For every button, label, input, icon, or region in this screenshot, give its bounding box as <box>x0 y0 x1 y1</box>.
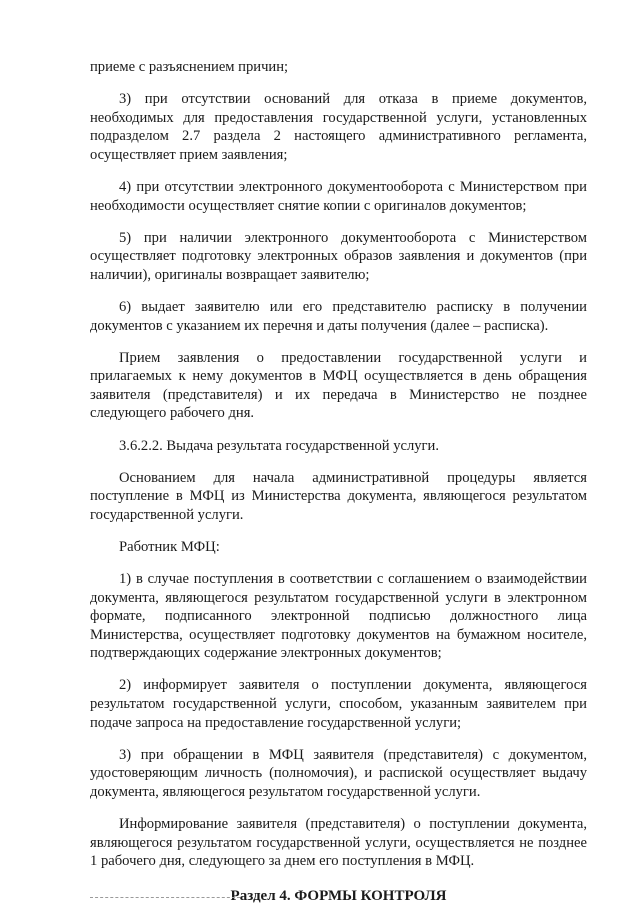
paragraph-worker: Работник МФЦ: <box>119 538 220 555</box>
paragraph-basis: Основанием для начала административной процедуры является поступление в МФЦ из Министерства документа, являющегося результатом государственной услуги. <box>90 469 587 523</box>
paragraph-reception: Прием заявления о предоставлении государственной услуги и прилагаемых к нему документов в МФЦ осуществляется в день обращения заявителя (представителя) и их передача в Министерство не позднее следующего рабочего дня. <box>90 349 587 422</box>
paragraph-item-4: 4) при отсутствии электронного документооборота с Министерством при необходимости осуществляет снятие копии с оригиналов документов; <box>90 178 587 214</box>
paragraph-result-item-3: 3) при обращении в МФЦ заявителя (представителя) с документом, удостоверяющим личность (полномочия), и распиской осуществляет выдачу документа, являющегося результатом государственной услуги. <box>90 746 587 800</box>
subsection-title: 3.6.2.2. Выдача результата государственной услуги. <box>119 437 439 454</box>
paragraph-item-3: 3) при отсутствии оснований для отказа в приеме документов, необходимых для предоставления государственной услуги, установленных подразделом 2.7 раздела 2 настоящего административного регламента, осуществляет прием заявления; <box>90 91 587 163</box>
paragraph-item-5: 5) при наличии электронного документооборота с Министерством осуществляет подготовку электронных образов заявления и документов (при наличии), оригиналы возвращает заявителю; <box>90 229 587 283</box>
paragraph-continuation: приеме с разъяснением причин; <box>90 59 289 75</box>
section-heading: Раздел 4. ФОРМЫ КОНТРОЛЯ <box>230 887 447 904</box>
paragraph-result-item-2: 2) информирует заявителя о поступлении документа, являющегося результатом государственной услуги, способом, указанным заявителем при подаче запроса на предоставление государственной услуги; <box>90 677 587 731</box>
paragraph-result-item-1: 1) в случае поступления в соответствии с соглашением о взаимодействии документа, являющегося результатом государственной услуги в электронном формате, подписанного электронной подписью должностного лица Министерства, осуществляет подготовку документов на бумажном носителе, подтверждающих содержание электронных документов; <box>90 570 587 662</box>
paragraph-informing: Информирование заявителя (представителя) о поступлении документа, являющегося результатом государственной услуги, осуществляется не позднее 1 рабочего дня, следующего за днем его поступления в МФЦ. <box>90 816 587 870</box>
paragraph-item-6: 6) выдает заявителю или его представителю расписку в получении документов с указанием их перечня и даты получения (далее – расписка). <box>90 298 587 334</box>
document-page <box>90 58 587 905</box>
scan-artifact-line <box>90 897 240 898</box>
